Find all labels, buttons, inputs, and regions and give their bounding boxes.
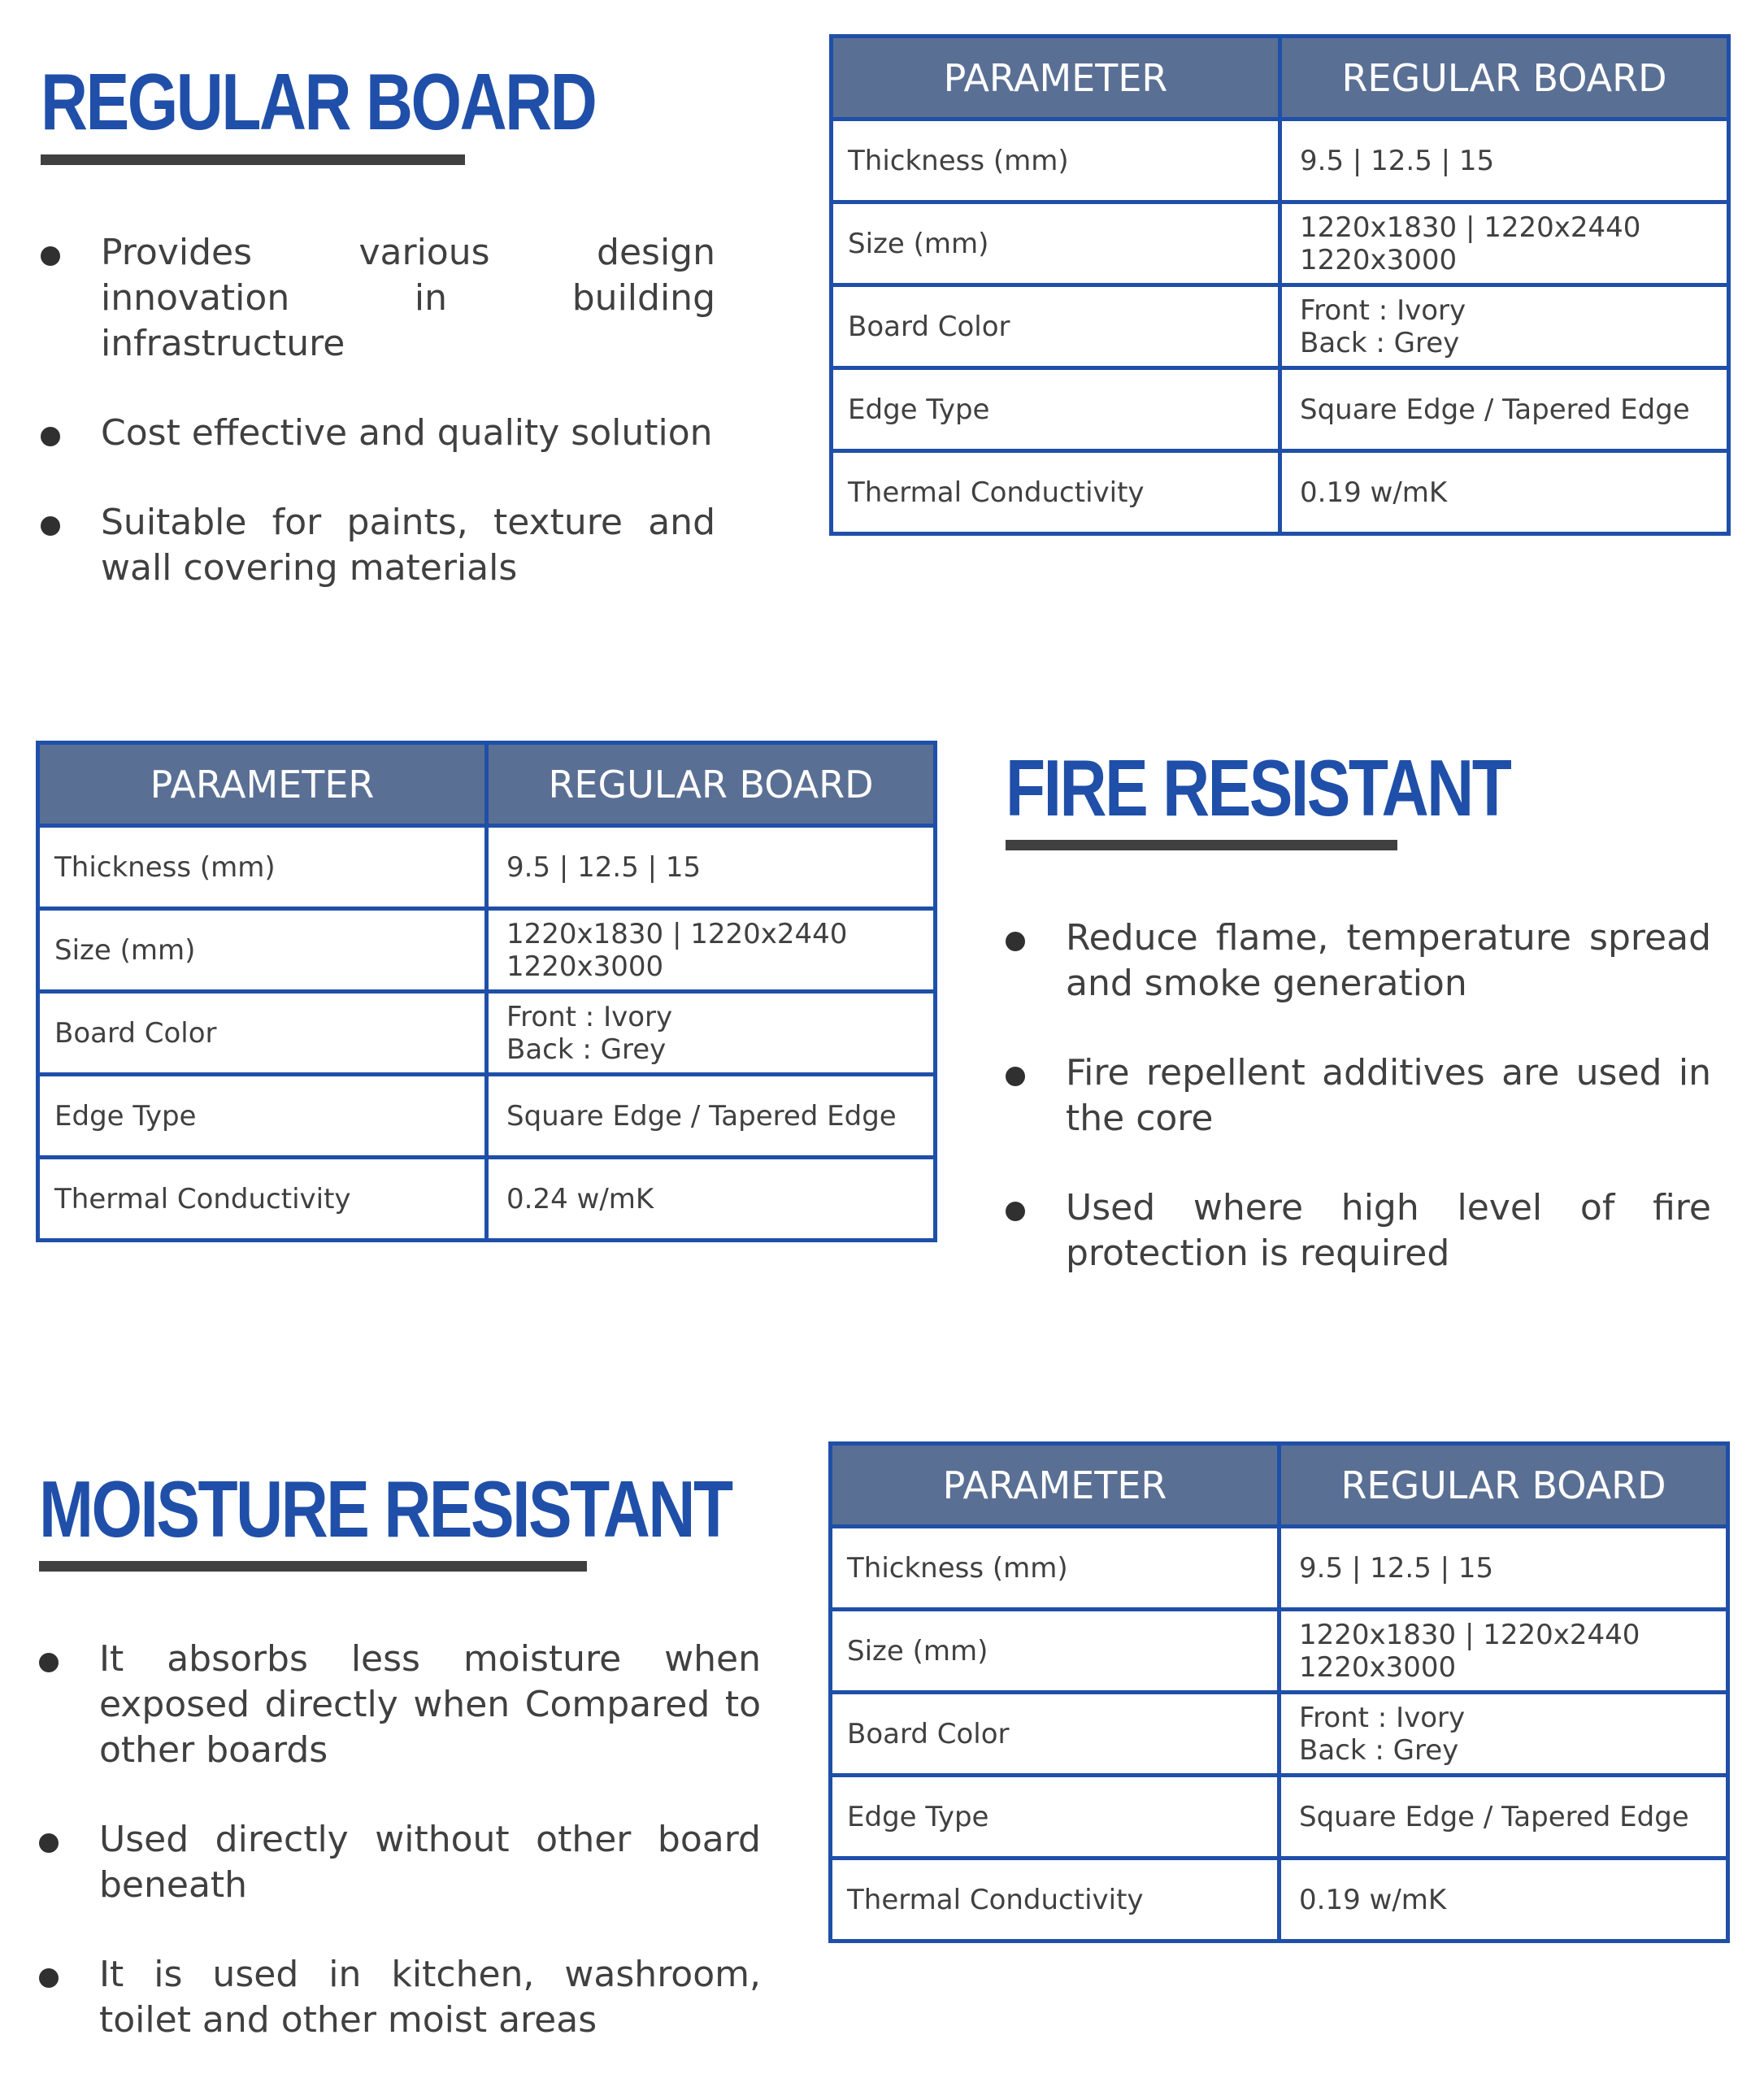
table-row	[832, 368, 1729, 451]
param-cell: Board Color	[38, 992, 487, 1075]
value-cell: 1220x1830 | 1220x2440 1220x3000	[487, 909, 936, 992]
column-header-parameter: PARAMETER	[832, 37, 1280, 120]
param-cell: Thermal Conductivity	[832, 451, 1280, 534]
feature-item: It is used in kitchen, washroom, toilet and other moist areas	[39, 1952, 761, 2043]
feature-item: Reduce flame, temperature spread and smoke generation	[1006, 915, 1711, 1007]
table-row	[38, 1158, 936, 1241]
value-cell: 9.5 | 12.5 | 15	[487, 826, 936, 909]
column-header-board: REGULAR BOARD	[487, 743, 936, 826]
feature-item: Used where high level of fire protection is required	[1006, 1185, 1711, 1276]
bullet-dot-icon	[41, 427, 60, 446]
fire-resistant-features	[1006, 915, 1711, 1320]
regular-board-spec-table	[829, 34, 1731, 536]
table-row	[832, 120, 1729, 202]
bullet-dot-icon	[1006, 932, 1025, 951]
value-cell: 0.19 w/mK	[1280, 451, 1729, 534]
feature-item: Fire repellent additives are used in the core	[1006, 1050, 1711, 1141]
title-underline	[39, 1561, 587, 1572]
value-cell: Front : Ivory Back : Grey	[1280, 1693, 1728, 1776]
value-cell: 1220x1830 | 1220x2440 1220x3000	[1280, 202, 1729, 285]
table-header-row	[38, 743, 936, 826]
table-row	[832, 451, 1729, 534]
feature-item: Cost effective and quality solution	[41, 411, 715, 456]
param-cell: Thermal Conductivity	[831, 1859, 1280, 1941]
value-cell: Front : Ivory Back : Grey	[1280, 285, 1729, 368]
feature-item: Provides various design innovation in building infrastructure	[41, 230, 715, 367]
table-row	[38, 826, 936, 909]
value-cell: Square Edge / Tapered Edge	[1280, 1776, 1728, 1859]
value-cell: Square Edge / Tapered Edge	[487, 1075, 936, 1158]
param-cell: Edge Type	[831, 1776, 1280, 1859]
param-cell: Thickness (mm)	[832, 120, 1280, 202]
feature-item: Used directly without other board beneath	[39, 1817, 761, 1908]
value-cell: Front : Ivory Back : Grey	[487, 992, 936, 1075]
table-header-row	[831, 1444, 1728, 1527]
table-row	[38, 992, 936, 1075]
table-row	[38, 1075, 936, 1158]
param-cell: Size (mm)	[832, 202, 1280, 285]
param-cell: Thickness (mm)	[38, 826, 487, 909]
table-row	[831, 1693, 1728, 1776]
param-cell: Size (mm)	[831, 1610, 1280, 1693]
bullet-dot-icon	[39, 1833, 59, 1853]
table-row	[831, 1776, 1728, 1859]
bullet-dot-icon	[41, 516, 60, 536]
table-row	[38, 909, 936, 992]
column-header-parameter: PARAMETER	[831, 1444, 1280, 1527]
fire-resistant-title: FIRE RESISTANT	[1006, 743, 1510, 833]
param-cell: Thickness (mm)	[831, 1527, 1280, 1610]
value-cell: Square Edge / Tapered Edge	[1280, 368, 1729, 451]
table-row	[832, 285, 1729, 368]
value-cell: 9.5 | 12.5 | 15	[1280, 120, 1729, 202]
table-row	[831, 1610, 1728, 1693]
value-cell: 0.24 w/mK	[487, 1158, 936, 1241]
moisture-resistant-features	[39, 1637, 761, 2087]
table-header-row	[832, 37, 1729, 120]
feature-item: It absorbs less moisture when exposed directly when Compared to other boards	[39, 1637, 761, 1773]
param-cell: Board Color	[831, 1693, 1280, 1776]
bullet-dot-icon	[41, 246, 60, 266]
feature-item: Suitable for paints, texture and wall covering materials	[41, 500, 715, 591]
moisture-resistant-title: MOISTURE RESISTANT	[39, 1464, 732, 1554]
value-cell: 9.5 | 12.5 | 15	[1280, 1527, 1728, 1610]
param-cell: Thermal Conductivity	[38, 1158, 487, 1241]
title-underline	[41, 154, 465, 165]
regular-board-title: REGULAR BOARD	[41, 57, 596, 146]
table-row	[831, 1527, 1728, 1610]
fire-resistant-spec-table	[36, 741, 937, 1242]
bullet-dot-icon	[39, 1968, 59, 1988]
table-row	[832, 202, 1729, 285]
param-cell: Edge Type	[832, 368, 1280, 451]
column-header-board: REGULAR BOARD	[1280, 1444, 1728, 1527]
bullet-dot-icon	[39, 1653, 59, 1672]
column-header-board: REGULAR BOARD	[1280, 37, 1729, 120]
bullet-dot-icon	[1006, 1067, 1025, 1086]
column-header-parameter: PARAMETER	[38, 743, 487, 826]
param-cell: Board Color	[832, 285, 1280, 368]
bullet-dot-icon	[1006, 1202, 1025, 1221]
value-cell: 1220x1830 | 1220x2440 1220x3000	[1280, 1610, 1728, 1693]
value-cell: 0.19 w/mK	[1280, 1859, 1728, 1941]
regular-board-features	[41, 230, 715, 635]
param-cell: Size (mm)	[38, 909, 487, 992]
moisture-resistant-spec-table	[828, 1441, 1730, 1943]
title-underline	[1006, 840, 1397, 850]
param-cell: Edge Type	[38, 1075, 487, 1158]
table-row	[831, 1859, 1728, 1941]
